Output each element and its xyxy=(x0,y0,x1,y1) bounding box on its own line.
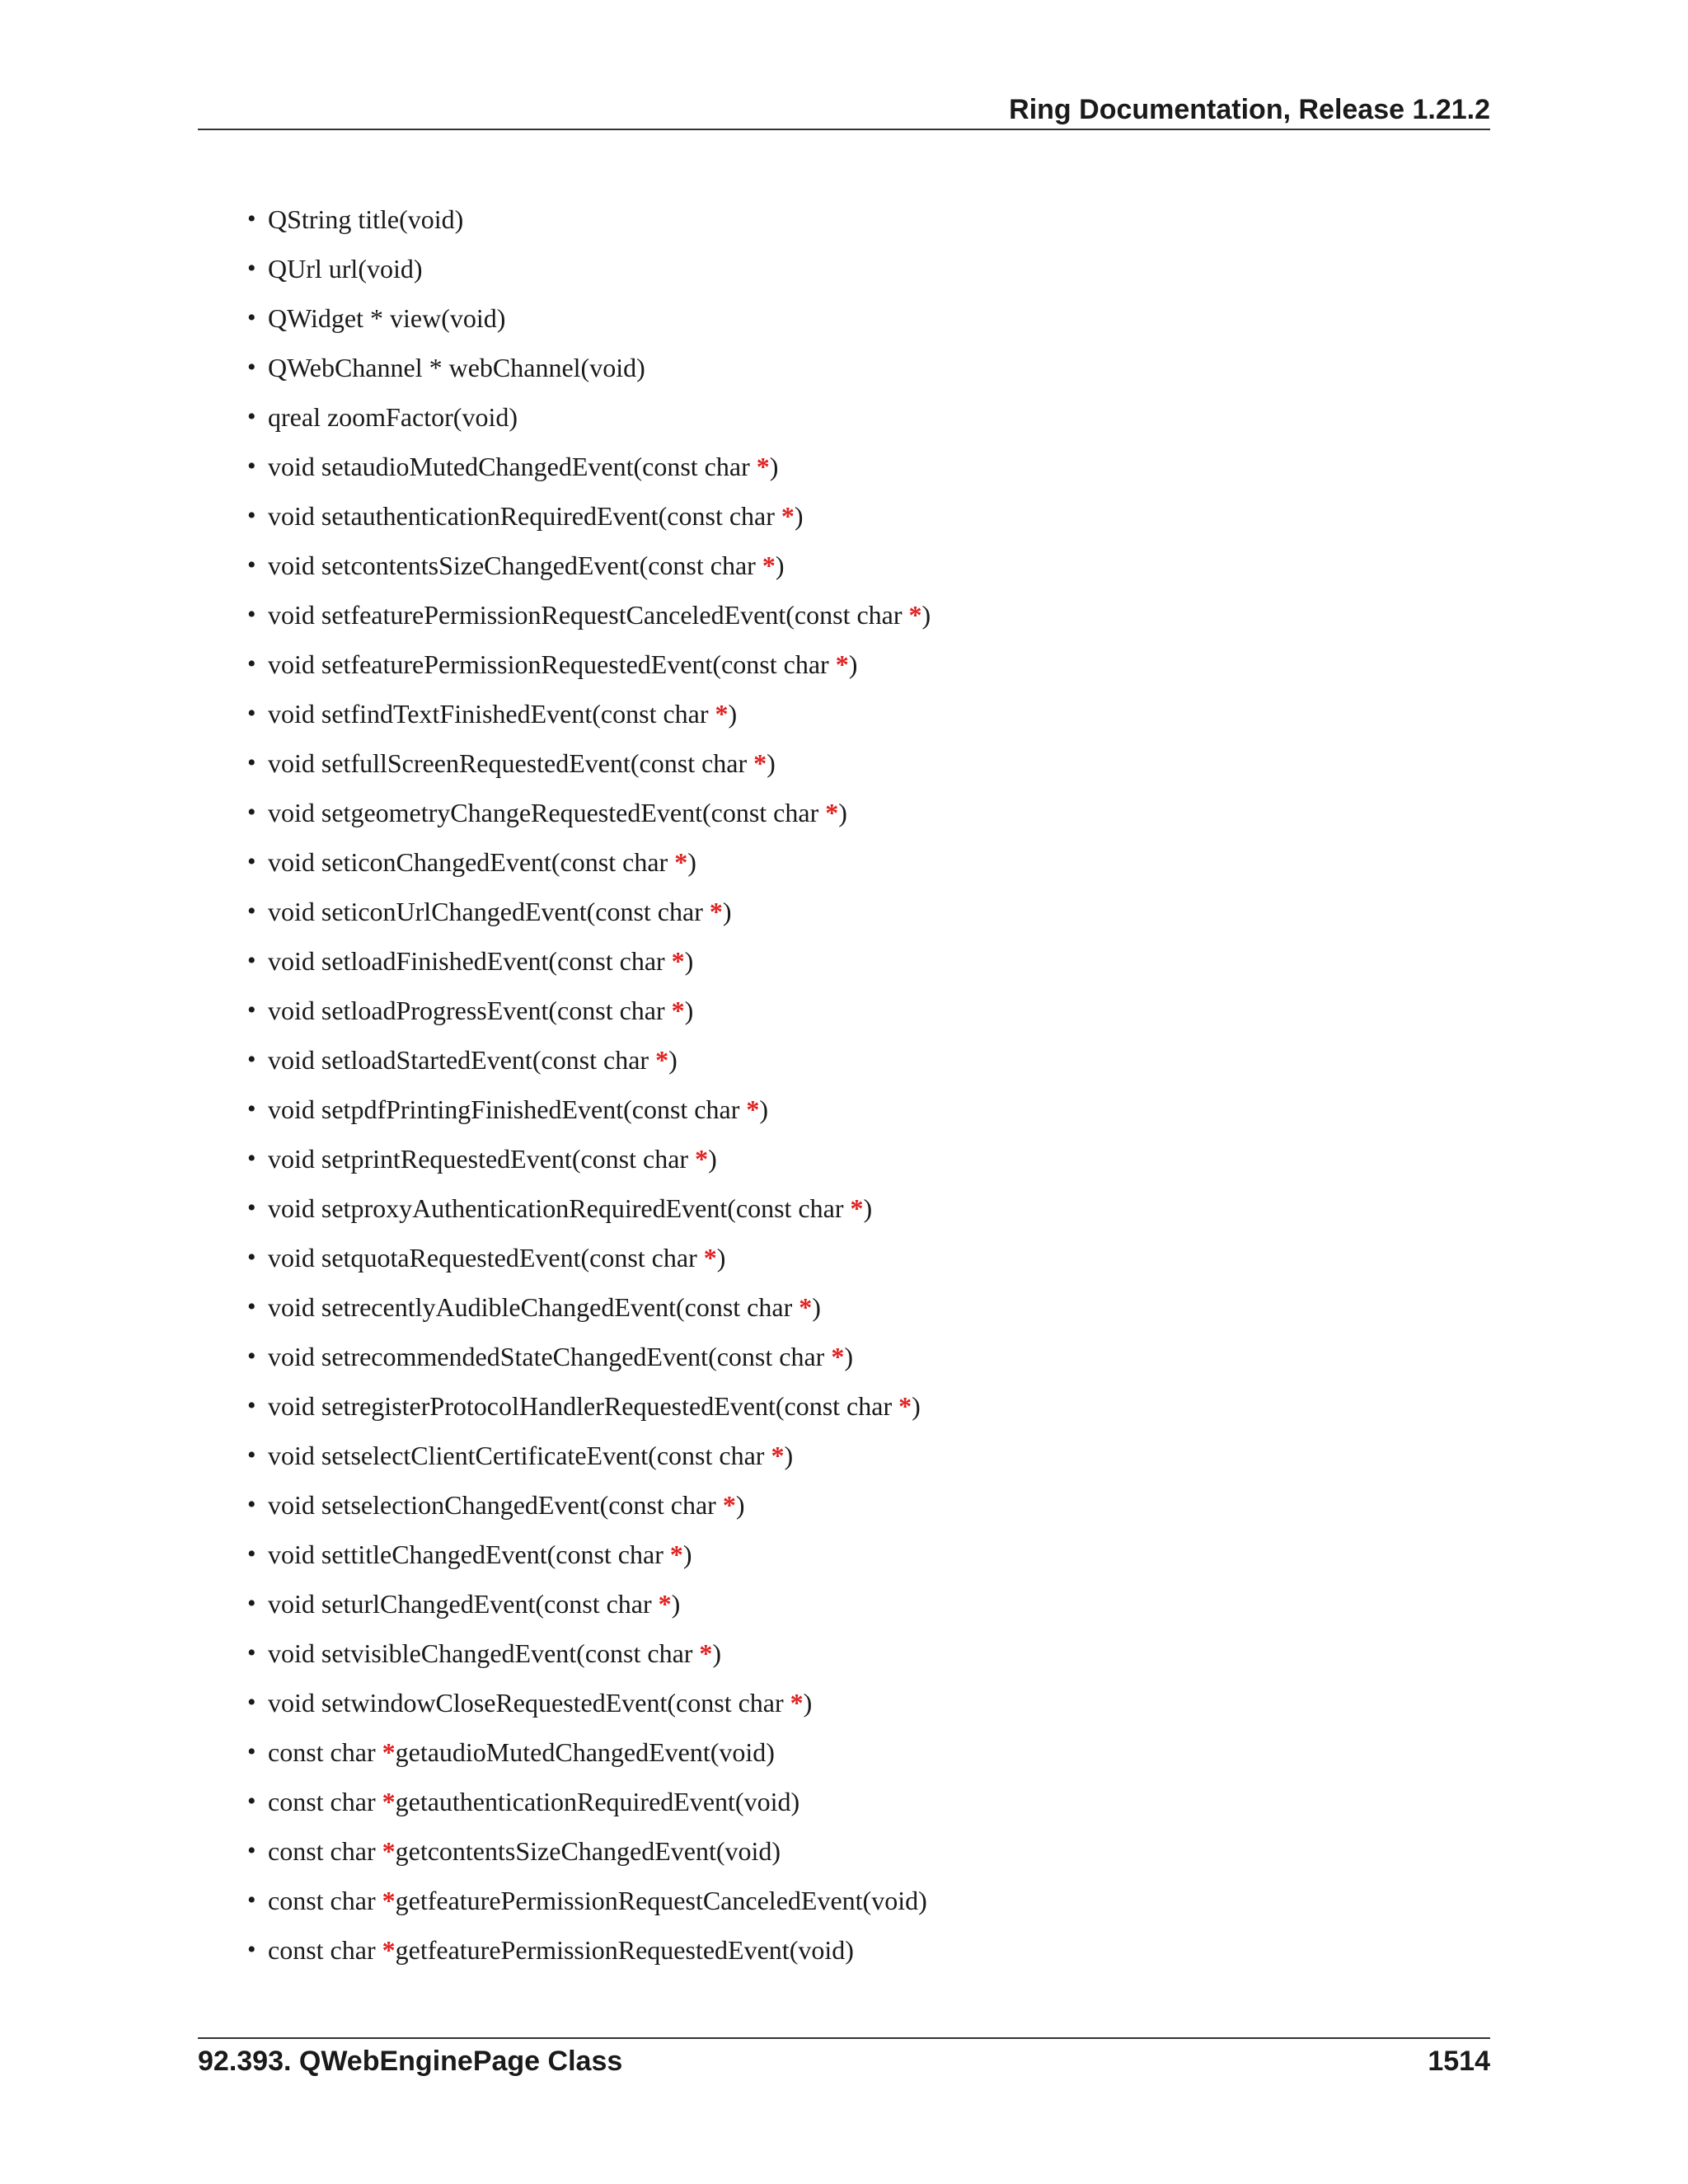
method-signature-end: ) xyxy=(684,946,694,976)
bullet-icon: • xyxy=(247,1491,256,1518)
bullet-icon: • xyxy=(247,601,256,628)
pointer-asterisk: * xyxy=(382,1836,396,1866)
bullet-icon: • xyxy=(247,1540,256,1568)
bullet-icon: • xyxy=(247,1194,256,1221)
pointer-asterisk: * xyxy=(658,1589,672,1619)
bullet-icon: • xyxy=(247,1788,256,1815)
pointer-asterisk: * xyxy=(655,1045,669,1075)
method-signature-start: QWidget * view(void) xyxy=(268,303,506,333)
list-item xyxy=(247,1431,1484,1480)
list-item xyxy=(247,1876,1484,1925)
method-signature-end: getaudioMutedChangedEvent(void) xyxy=(395,1737,775,1767)
method-signature-end: getfeaturePermissionRequestedEvent(void) xyxy=(395,1935,854,1965)
pointer-asterisk: * xyxy=(790,1688,804,1718)
page-footer xyxy=(198,2037,1490,2083)
bullet-icon: • xyxy=(247,996,256,1024)
method-signature-start: void setproxyAuthenticationRequiredEvent(const char xyxy=(268,1193,851,1223)
method-signature-end: ) xyxy=(735,1490,745,1520)
pointer-asterisk: * xyxy=(715,699,729,729)
pointer-asterisk: * xyxy=(746,1094,760,1124)
list-item xyxy=(247,1530,1484,1579)
list-item xyxy=(247,194,1484,244)
method-signature-end: ) xyxy=(848,649,858,679)
bullet-icon: • xyxy=(247,749,256,776)
method-signature-start: void settitleChangedEvent(const char xyxy=(268,1540,670,1569)
method-signature-end: ) xyxy=(812,1292,821,1322)
method-signature-start: QString title(void) xyxy=(268,204,464,234)
list-item xyxy=(247,343,1484,392)
method-signature-start: void seticonUrlChangedEvent(const char xyxy=(268,897,710,926)
bullet-icon: • xyxy=(247,1441,256,1469)
list-item xyxy=(247,1727,1484,1777)
method-signature-start: void setauthenticationRequiredEvent(const char xyxy=(268,501,781,531)
method-signature-start: void setfindTextFinishedEvent(const char xyxy=(268,699,715,729)
method-signature-start: void setaudioMutedChangedEvent(const char xyxy=(268,452,757,481)
method-signature-start: QWebChannel * webChannel(void) xyxy=(268,353,645,382)
list-item xyxy=(247,986,1484,1035)
method-signature-start: void setfullScreenRequestedEvent(const char xyxy=(268,748,754,778)
bullet-icon: • xyxy=(247,1095,256,1122)
pointer-asterisk: * xyxy=(781,501,795,531)
page-header xyxy=(198,89,1490,130)
method-signature-end: ) xyxy=(671,1589,681,1619)
method-signature-start: void setloadProgressEvent(const char xyxy=(268,996,672,1025)
method-signature-end: ) xyxy=(687,847,696,877)
method-signature-start: const char xyxy=(268,1737,382,1767)
method-signature-end: getauthenticationRequiredEvent(void) xyxy=(395,1787,800,1816)
list-item xyxy=(247,788,1484,837)
list-item xyxy=(247,1579,1484,1629)
method-signature-end: ) xyxy=(759,1094,769,1124)
bullet-icon: • xyxy=(247,1886,256,1914)
method-signature-start: void setselectClientCertificateEvent(const char xyxy=(268,1441,771,1470)
bullet-icon: • xyxy=(247,304,256,331)
bullet-icon: • xyxy=(247,1343,256,1370)
bullet-icon: • xyxy=(247,205,256,232)
list-item xyxy=(247,1678,1484,1727)
list-item xyxy=(247,1332,1484,1381)
pointer-asterisk: * xyxy=(831,1342,845,1371)
bullet-icon: • xyxy=(247,1689,256,1716)
list-item xyxy=(247,1035,1484,1085)
pointer-asterisk: * xyxy=(669,1540,683,1569)
bullet-icon: • xyxy=(247,1639,256,1666)
method-signature-start: const char xyxy=(268,1886,382,1915)
method-signature-end: ) xyxy=(708,1144,717,1174)
method-signature-end: ) xyxy=(921,600,931,630)
bullet-icon: • xyxy=(247,700,256,727)
pointer-asterisk: * xyxy=(709,897,723,926)
method-signature-start: void setprintRequestedEvent(const char xyxy=(268,1144,696,1174)
list-item xyxy=(247,1381,1484,1431)
method-signature-start: QUrl url(void) xyxy=(268,254,423,284)
method-signature-end: getcontentsSizeChangedEvent(void) xyxy=(395,1836,781,1866)
header-title: Ring Documentation, Release 1.21.2 xyxy=(1009,94,1490,125)
pointer-asterisk: * xyxy=(674,847,688,877)
list-item xyxy=(247,590,1484,640)
bullet-icon: • xyxy=(247,452,256,480)
bullet-icon: • xyxy=(247,403,256,430)
list-item xyxy=(247,640,1484,689)
bullet-icon: • xyxy=(247,898,256,925)
method-signature-end: ) xyxy=(767,748,776,778)
list-item xyxy=(247,1282,1484,1332)
bullet-icon: • xyxy=(247,1244,256,1271)
list-item xyxy=(247,1629,1484,1678)
pointer-asterisk: * xyxy=(762,551,776,580)
method-signature-start: void setfeaturePermissionRequestedEvent(const char xyxy=(268,649,836,679)
method-signature-start: void setpdfPrintingFinishedEvent(const char xyxy=(268,1094,747,1124)
method-signature-start: const char xyxy=(268,1787,382,1816)
list-item xyxy=(247,392,1484,442)
pointer-asterisk: * xyxy=(695,1144,709,1174)
bullet-icon: • xyxy=(247,1046,256,1073)
method-signature-start: const char xyxy=(268,1836,382,1866)
list-item xyxy=(247,887,1484,936)
pointer-asterisk: * xyxy=(382,1886,396,1915)
method-signature-end: ) xyxy=(684,996,694,1025)
bullet-icon: • xyxy=(247,799,256,826)
list-item xyxy=(247,442,1484,491)
method-signature-end: ) xyxy=(912,1391,921,1421)
pointer-asterisk: * xyxy=(699,1638,713,1668)
method-signature-start: void setloadFinishedEvent(const char xyxy=(268,946,672,976)
footer-page-number: 1514 xyxy=(1428,2046,1490,2077)
method-signature-end: ) xyxy=(863,1193,873,1223)
method-signature-end: ) xyxy=(728,699,738,729)
pointer-asterisk: * xyxy=(756,452,770,481)
method-signature-end: ) xyxy=(775,551,785,580)
method-signature-end: getfeaturePermissionRequestCanceledEvent(void) xyxy=(395,1886,927,1915)
pointer-asterisk: * xyxy=(671,946,685,976)
method-signature-end: ) xyxy=(838,798,847,827)
bullet-icon: • xyxy=(247,848,256,875)
method-signature-start: qreal zoomFactor(void) xyxy=(268,402,518,432)
pointer-asterisk: * xyxy=(703,1243,717,1272)
method-signature-end: ) xyxy=(712,1638,722,1668)
pointer-asterisk: * xyxy=(771,1441,785,1470)
bullet-icon: • xyxy=(247,1837,256,1864)
method-signature-start: void setrecentlyAudibleChangedEvent(const char xyxy=(268,1292,799,1322)
method-signature-end: ) xyxy=(682,1540,692,1569)
method-signature-start: void setloadStartedEvent(const char xyxy=(268,1045,656,1075)
footer-section-title: 92.393. QWebEnginePage Class xyxy=(198,2046,623,2077)
method-signature-start: void setgeometryChangeRequestedEvent(const char xyxy=(268,798,826,827)
list-item xyxy=(247,293,1484,343)
bullet-icon: • xyxy=(247,650,256,677)
list-item xyxy=(247,1480,1484,1530)
list-item xyxy=(247,491,1484,541)
method-signature-start: void setwindowCloseRequestedEvent(const char xyxy=(268,1688,790,1718)
list-item xyxy=(247,738,1484,788)
pointer-asterisk: * xyxy=(382,1737,396,1767)
list-item xyxy=(247,1085,1484,1134)
list-item xyxy=(247,244,1484,293)
bullet-icon: • xyxy=(247,1293,256,1320)
bullet-icon: • xyxy=(247,354,256,381)
pointer-asterisk: * xyxy=(382,1935,396,1965)
list-item xyxy=(247,689,1484,738)
list-item xyxy=(247,1134,1484,1183)
list-item xyxy=(247,1925,1484,1975)
method-signature-start: const char xyxy=(268,1935,382,1965)
list-item xyxy=(247,1233,1484,1282)
method-signature-end: ) xyxy=(722,897,732,926)
list-item xyxy=(247,837,1484,887)
pointer-asterisk: * xyxy=(799,1292,813,1322)
method-signature-start: void seticonChangedEvent(const char xyxy=(268,847,675,877)
bullet-icon: • xyxy=(247,502,256,529)
bullet-icon: • xyxy=(247,1936,256,1963)
bullet-icon: • xyxy=(247,551,256,579)
pointer-asterisk: * xyxy=(382,1787,396,1816)
bullet-icon: • xyxy=(247,1738,256,1765)
method-signature-start: void setregisterProtocolHandlerRequestedEvent(const char xyxy=(268,1391,899,1421)
pointer-asterisk: * xyxy=(825,798,839,827)
pointer-asterisk: * xyxy=(908,600,922,630)
method-signature-end: ) xyxy=(844,1342,853,1371)
method-signature-end: ) xyxy=(794,501,804,531)
method-list-container xyxy=(247,194,1484,1975)
bullet-icon: • xyxy=(247,1590,256,1617)
method-signature-end: ) xyxy=(716,1243,726,1272)
list-item xyxy=(247,1183,1484,1233)
method-signature-end: ) xyxy=(784,1441,794,1470)
pointer-asterisk: * xyxy=(671,996,685,1025)
method-signature-start: void setvisibleChangedEvent(const char xyxy=(268,1638,700,1668)
pointer-asterisk: * xyxy=(850,1193,864,1223)
list-item xyxy=(247,541,1484,590)
list-item xyxy=(247,1826,1484,1876)
list-item xyxy=(247,936,1484,986)
bullet-icon: • xyxy=(247,255,256,282)
list-item xyxy=(247,1777,1484,1826)
method-signature-end: ) xyxy=(769,452,779,481)
pointer-asterisk: * xyxy=(753,748,767,778)
method-signature-start: void setrecommendedStateChangedEvent(const char xyxy=(268,1342,832,1371)
method-signature-end: ) xyxy=(668,1045,678,1075)
pointer-asterisk: * xyxy=(722,1490,736,1520)
bullet-icon: • xyxy=(247,1392,256,1419)
bullet-icon: • xyxy=(247,1145,256,1172)
method-list xyxy=(247,194,1484,1975)
bullet-icon: • xyxy=(247,947,256,974)
method-signature-start: void setquotaRequestedEvent(const char xyxy=(268,1243,704,1272)
pointer-asterisk: * xyxy=(835,649,849,679)
pointer-asterisk: * xyxy=(898,1391,912,1421)
method-signature-start: void setcontentsSizeChangedEvent(const char xyxy=(268,551,762,580)
method-signature-start: void setfeaturePermissionRequestCanceledEvent(const char xyxy=(268,600,909,630)
method-signature-start: void setselectionChangedEvent(const char xyxy=(268,1490,723,1520)
method-signature-end: ) xyxy=(803,1688,813,1718)
method-signature-start: void seturlChangedEvent(const char xyxy=(268,1589,659,1619)
